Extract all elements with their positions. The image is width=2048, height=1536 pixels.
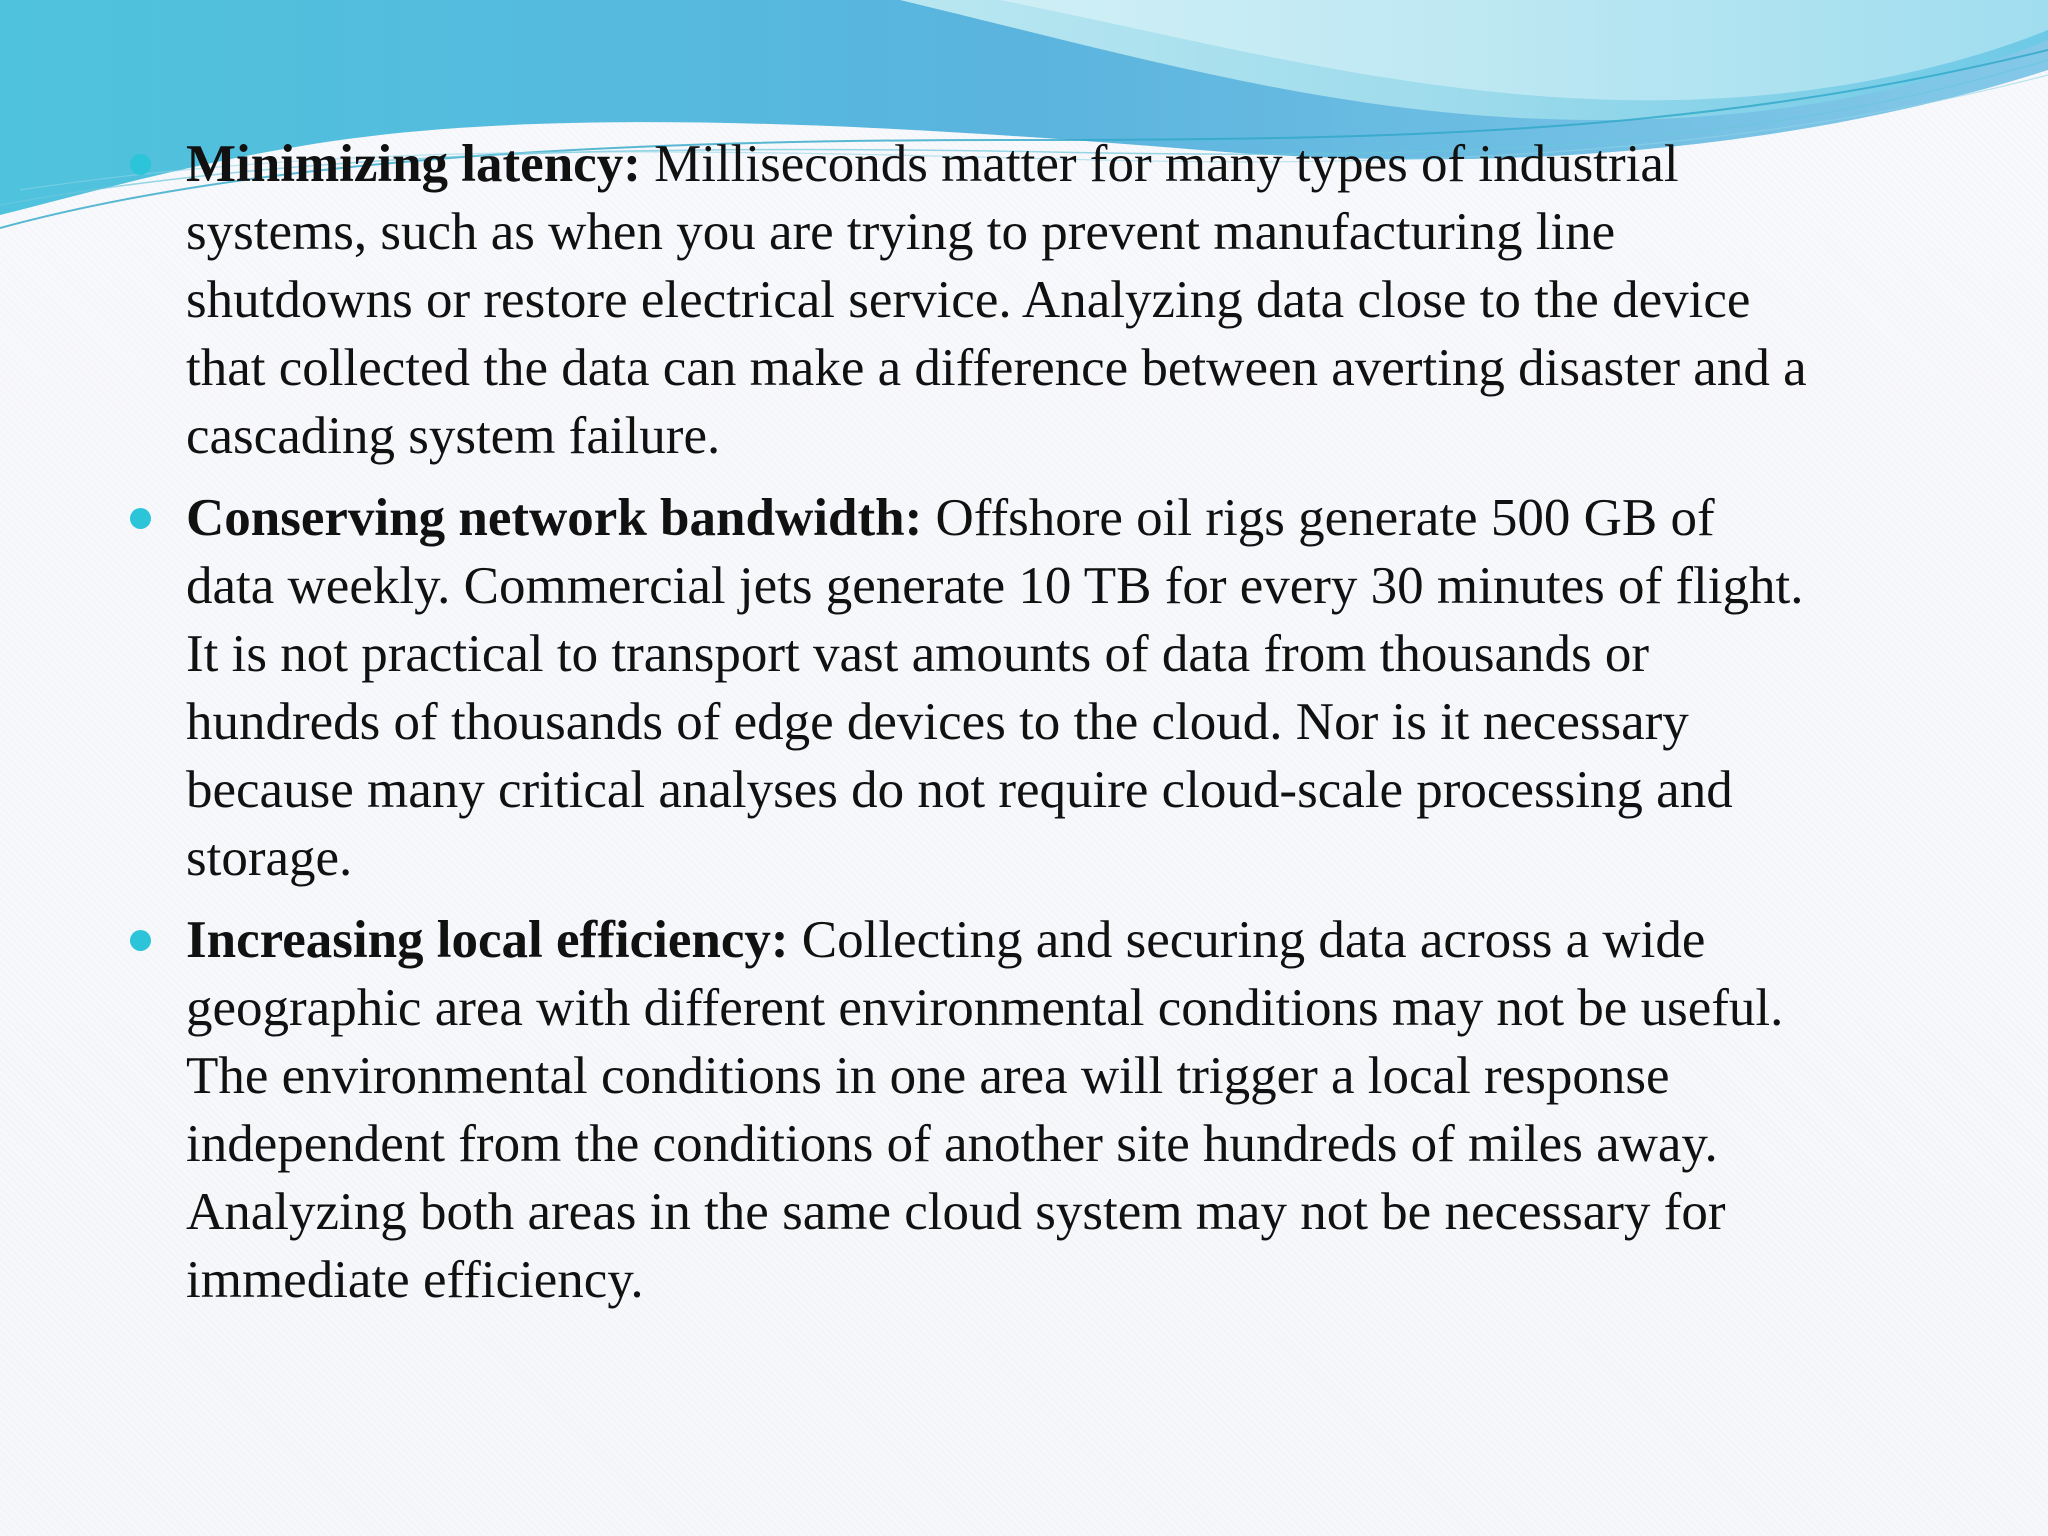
- bullet-item-local-efficiency: [130, 906, 2048, 1314]
- bullet-item-minimizing-latency: [130, 130, 2048, 470]
- bullet-line: geographic area with different environmental conditions may not be useful.: [186, 979, 1784, 1037]
- bullet-term: Conserving network bandwidth:: [186, 489, 923, 547]
- bullet-line: hundreds of thousands of edge devices to the cloud. Nor is it necessary: [186, 693, 1689, 751]
- bullet-line: that collected the data can make a difference between averting disaster and a: [186, 339, 1807, 397]
- bullet-line: The environmental conditions in one area will trigger a local response: [186, 1047, 1670, 1105]
- bullet-text: Milliseconds matter for many types of industrial: [640, 135, 1679, 193]
- bullet-text: Offshore oil rigs generate 500 GB of: [922, 489, 1715, 547]
- bullet-dot-icon: [130, 930, 151, 951]
- bullet-line: immediate efficiency.: [186, 1251, 644, 1309]
- bullet-term: Increasing local efficiency:: [186, 911, 789, 969]
- bullet-line: systems, such as when you are trying to prevent manufacturing line: [186, 203, 1616, 261]
- bullet-line: data weekly. Commercial jets generate 10 TB for every 30 minutes of flight.: [186, 557, 1804, 615]
- bullet-line: independent from the conditions of another site hundreds of miles away.: [186, 1115, 1718, 1173]
- bullet-line: [186, 906, 2048, 974]
- bullet-line: [186, 484, 2048, 552]
- bullet-line: cascading system failure.: [186, 407, 721, 465]
- bullet-line: storage.: [186, 829, 353, 887]
- bullet-text: Collecting and securing data across a wide: [788, 911, 1706, 969]
- bullet-line: [186, 130, 2048, 198]
- bullet-line: shutdowns or restore electrical service. Analyzing data close to the device: [186, 271, 1751, 329]
- bullet-term: Minimizing latency:: [186, 135, 641, 193]
- bullet-item-conserving-bandwidth: [130, 484, 2048, 892]
- bullet-dot-icon: [130, 508, 151, 529]
- bullet-line: It is not practical to transport vast amounts of data from thousands or: [186, 625, 1650, 683]
- bullet-line: because many critical analyses do not require cloud-scale processing and: [186, 761, 1733, 819]
- bullet-line: Analyzing both areas in the same cloud system may not be necessary for: [186, 1183, 1726, 1241]
- bullet-list: [130, 130, 1930, 1328]
- bullet-dot-icon: [130, 154, 151, 175]
